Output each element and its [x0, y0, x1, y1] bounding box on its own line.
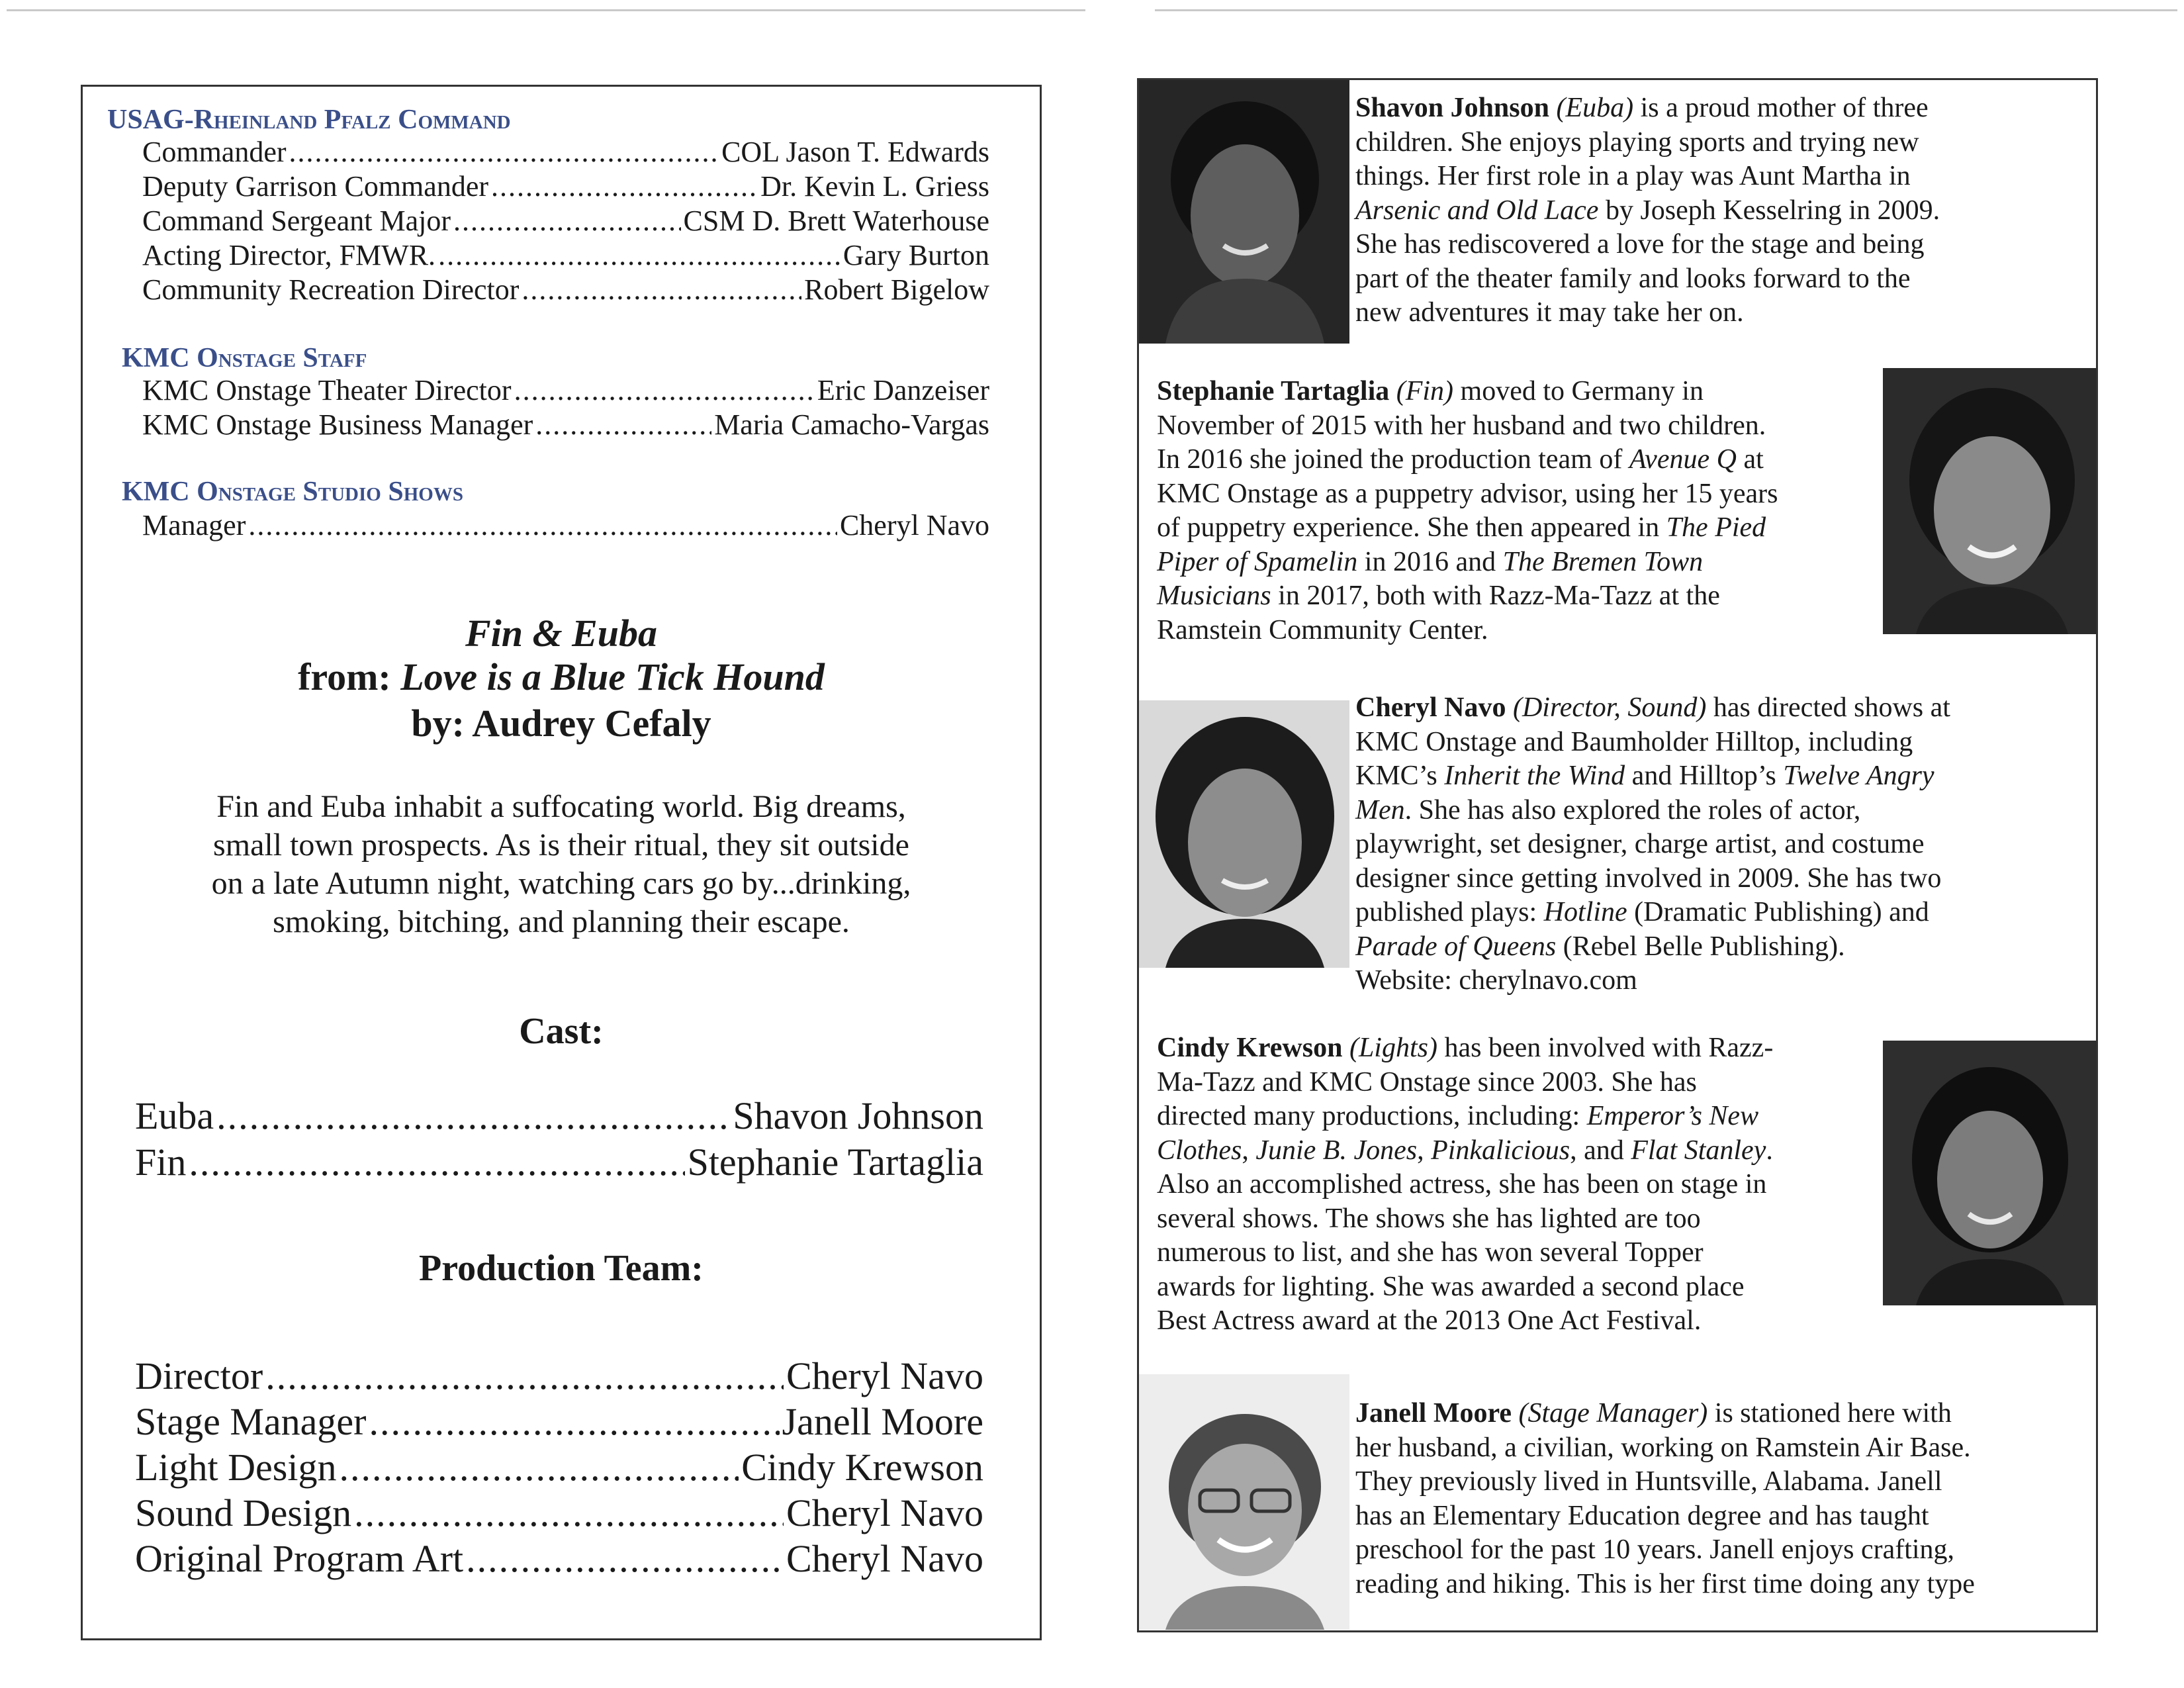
bio-stephanie-tartaglia: Stephanie Tartaglia (Fin) moved to Germany in November of 2015 with her husband and two children. In 2016 she joined the production team of Avenue Q at KMC Onstage as a puppetry advisor, using her 15 years of puppetry experience. She then appeared in The Pied Piper of Spamelin in 2016 and The Bremen Town Musicians in 2017, both with Razz-Ma-Tazz at the Ramstein Community Center.	[1157, 376, 1778, 645]
production-row: Original Program Art ..... Cheryl Navo	[135, 1536, 983, 1581]
usag-row: Community Recreation Director ..... Robert Bigelow	[142, 273, 989, 307]
staff-row: KMC Onstage Theater Director ..... Eric Danzeiser	[142, 373, 989, 408]
bio-janell-moore: Janell Moore (Stage Manager) is stationed here with her husband, a civilian, working on Ramstein Air Base. They previously lived in Huntsville, Alabama. Janell has an Elementary Education degree and has taught preschool for the past 10 years. Janell enjoys crafting, reading and hiking. This is her first time doing any type	[1355, 1398, 1975, 1599]
portrait-icon	[1883, 368, 2096, 634]
usag-heading: USAG-Rheinland Pfalz Command	[107, 105, 511, 135]
usag-row: Command Sergeant Major ..... CSM D. Brett Waterhouse	[142, 204, 989, 238]
staff-row: KMC Onstage Business Manager ..... Maria Camacho-Vargas	[142, 408, 989, 442]
top-rule-left	[7, 9, 1085, 11]
bio-cheryl-navo: Cheryl Navo (Director, Sound) has directed shows at KMC Onstage and Baumholder Hilltop, including KMC’s Inherit the Wind and Hilltop’s Twelve Angry Men. She has also explored the roles of actor, playwright, set designer, charge artist, and costume designer since getting involved in 2009. She has two published plays: Hotline (Dramatic Publishing) and Parade of Queens (Rebel Belle Publishing). Website: cherylnavo.com	[1355, 692, 1950, 996]
cast-heading: Cast:	[519, 1011, 604, 1052]
bio-cindy-krewson: Cindy Krewson (Lights) has been involved with Razz- Ma-Tazz and KMC Onstage since 2003. She has directed many productions, including: Emperor’s New Clothes, Junie B. Jones, Pinkalicious, and Flat Stanley. Also an accomplished actress, she has been on stage in several shows. The shows she has lighted are too numerous to list, and she has won several Topper awards for lighting. She was awarded a second place Best Actress award at the 2013 One Act Festival.	[1157, 1033, 1774, 1336]
play-source: from: Love is a Blue Tick Hound	[298, 655, 825, 698]
headshot-janell-moore	[1139, 1374, 1349, 1630]
production-heading: Production Team:	[419, 1248, 704, 1289]
usag-row: Deputy Garrison Commander ..... Dr. Kevin L. Griess	[142, 169, 989, 204]
play-author: by: Audrey Cefaly	[411, 702, 711, 745]
production-row: Sound Design ..... Cheryl Navo	[135, 1490, 983, 1536]
studio-row: Manager ..... Cheryl Navo	[142, 508, 989, 543]
usag-row: Commander ..... COL Jason T. Edwards	[142, 135, 989, 169]
staff-heading: KMC Onstage Staff	[122, 343, 367, 373]
portrait-icon	[1139, 700, 1349, 968]
production-row: Director ..... Cheryl Navo	[135, 1353, 983, 1399]
headshot-cheryl-navo	[1139, 700, 1349, 968]
cast-row: Euba ..... Shavon Johnson	[135, 1094, 983, 1139]
headshot-cindy-krewson	[1883, 1041, 2096, 1305]
top-rule-right	[1155, 9, 2177, 11]
production-row: Light Design ..... Cindy Krewson	[135, 1444, 983, 1490]
portrait-icon	[1139, 1374, 1349, 1630]
play-title: Fin & Euba	[465, 612, 658, 655]
bio-shavon-johnson: Shavon Johnson (Euba) is a proud mother of three children. She enjoys playing sports and trying new things. Her first role in a play was Aunt Martha in Arsenic and Old Lace by Joseph Kesselring in 2009. She has rediscovered a love for the stage and being part of the theater family and looks forward to the new adventures it may take her on.	[1355, 93, 1940, 328]
usag-row: Acting Director, FMWR. ..... Gary Burton	[142, 238, 989, 273]
headshot-shavon-johnson	[1139, 80, 1349, 344]
portrait-icon	[1883, 1041, 2096, 1305]
cast-row: Fin ..... Stephanie Tartaglia	[135, 1140, 983, 1185]
production-row: Stage Manager ..... Janell Moore	[135, 1399, 983, 1444]
synopsis: Fin and Euba inhabit a suffocating world. Big dreams, small town prospects. As is their ritual, they sit outside on a late Autumn night, watching cars go by...drinking, smoking, bitching, and planning their escape.	[211, 789, 911, 939]
studio-heading: KMC Onstage Studio Shows	[122, 477, 463, 507]
headshot-stephanie-tartaglia	[1883, 368, 2096, 634]
portrait-icon	[1139, 80, 1349, 344]
